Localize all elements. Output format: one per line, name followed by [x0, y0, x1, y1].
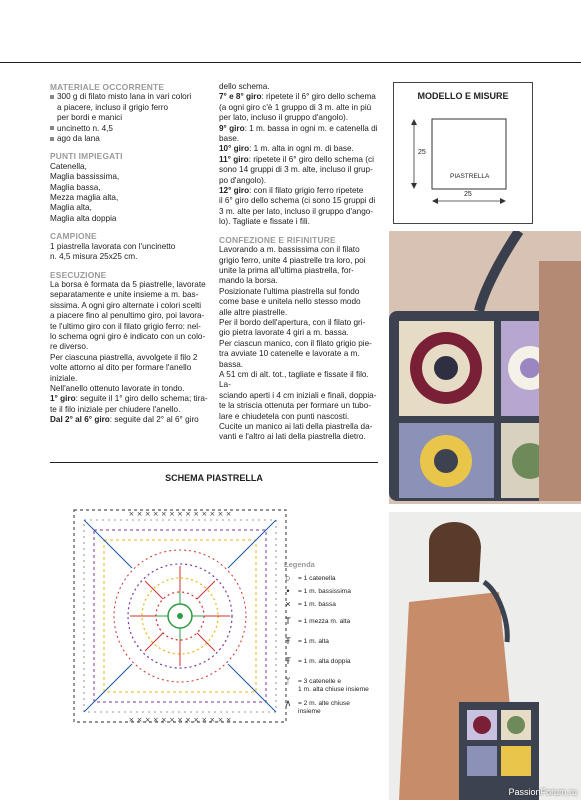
- punti-item: Maglia bassa,: [50, 182, 101, 192]
- confezione-line: A 51 cm di alt. tot., tagliate e fissate il filo. La-: [219, 369, 369, 390]
- punti-item: Maglia bassissima,: [50, 172, 120, 182]
- watermark: PassionForum.ru: [508, 787, 577, 797]
- modello-title: MODELLO E MISURE: [417, 91, 509, 101]
- giro78-cont: per lato, incluso il gruppo d'angolo).: [219, 113, 349, 123]
- confezione-line: unite la prima all'ultima piastrella, for-: [219, 265, 354, 275]
- confezione-line: grigio ferro, unite 4 piastrelle tra loro, poi: [219, 255, 366, 265]
- giro12-line: 12° giro: con il filato grigio ferro ripetete: [219, 186, 364, 196]
- punti-title: PUNTI IMPIEGATI: [50, 151, 123, 162]
- confezione-line: Per ciascun manico, con il filato grigio pie-: [219, 338, 372, 348]
- intro-line: dello schema.: [219, 82, 270, 91]
- left-column: [50, 82, 213, 426]
- decrease-icon: ∧: [284, 698, 292, 708]
- materiale-item-cont: a piacere, incluso il grigio ferro: [57, 102, 169, 112]
- esecuzione-line: te l'ultimo giro con il filato grigio ferro: nel-: [50, 321, 201, 331]
- legend: Legenda ○ = 1 catenella • = 1 m. bassissima × = 1 m. bassa T = 1 mezza m. alta Ŧ = 1 m. alta Ŧ = 1 m. alta doppia ᛘ = 3 catenelle e 1 m. alta chiuse insieme ∧ = 2 m. alte chiuse insieme: [284, 560, 369, 715]
- model-illustration: [389, 512, 581, 800]
- esecuzione-line: a piacere fino al penultimo giro, poi lavora-: [50, 311, 205, 321]
- esecuzione-line: sissima. A ogni giro alternate i colori scelti: [50, 300, 202, 310]
- giro78-cont: (a ogni giro c'è 1 gruppo di 3 m. alte in più: [219, 102, 372, 112]
- giro1-line: 1° giro: seguite il 1° giro dello schema; tira-: [50, 394, 208, 404]
- piastrella-label: PIASTRELLA: [450, 173, 490, 180]
- esecuzione-line: Nell'anello ottenuto lavorate in tondo.: [50, 383, 185, 393]
- giro2-line: Dal 2° al 6° giro: seguite dal 2° al 6° giro: [50, 415, 199, 425]
- slip-stitch-icon: •: [286, 586, 290, 596]
- esecuzione-title: ESECUZIONE: [50, 269, 107, 280]
- confezione-line: alle altre piastrelle.: [219, 307, 288, 317]
- campione-line: 1 piastrella lavorata con l'uncinetto: [50, 241, 176, 251]
- confezione-line: vanti e l'altro ai lati della piastrella dietro.: [219, 432, 366, 442]
- confezione-line: sciando aperti i 4 cm iniziali e finali, doppia-: [219, 390, 377, 400]
- punti-item: Catenella,: [50, 161, 87, 171]
- punti-item: Maglia alta,: [50, 203, 92, 213]
- esecuzione-line: re diverso.: [50, 342, 89, 352]
- single-crochet-icon: ×: [285, 599, 291, 609]
- giro1-cont: te il filo iniziale per chiudere l'anello.: [50, 404, 181, 414]
- esecuzione-line: La borsa è formata da 5 piastrelle, lavorate: [50, 279, 206, 289]
- schema-section: [50, 462, 378, 800]
- treble-crochet-icon: Ŧ: [285, 656, 291, 666]
- esecuzione-line: lo schema ogni giro è indicato con un colo-: [50, 331, 206, 341]
- giro78-line: 7° e 8° giro: ripetete il 6° giro dello schema: [219, 92, 376, 102]
- materiale-item: 300 g di filato misto lana in vari colori: [50, 92, 213, 102]
- confezione-line: Lavorando a m. bassissima con il filato: [219, 245, 360, 255]
- giro11-cont: po d'angolo).: [219, 175, 267, 185]
- confezione-line: lare e chiudetela con punti nascosti.: [219, 411, 350, 421]
- esecuzione-line: separatamente e unite insieme a m. bas-: [50, 290, 199, 300]
- confezione-line: Posizionate l'ultima piastrella sul fondo: [219, 286, 360, 296]
- giro9-cont: base.: [219, 134, 240, 144]
- top-rule: [0, 62, 581, 63]
- esecuzione-line: Per ciascuna piastrella, avvolgete il filo 2: [50, 352, 198, 362]
- cluster-icon: ᛘ: [285, 676, 291, 686]
- piastrella-diagram: [394, 83, 532, 223]
- materiale-item: uncinetto n. 4,5: [50, 124, 213, 134]
- model-photo: [389, 512, 581, 800]
- svg-text:× × × × × × × × × × × × ×: × × × × × × × × × × × × ×: [128, 716, 232, 724]
- bag-photo: [389, 231, 581, 504]
- confezione-line: come base e unitela nello stesso modo: [219, 297, 361, 307]
- confezione-line: tra avviate 10 catenelle e lavorate a m.: [219, 349, 360, 359]
- bullet-icon: [50, 126, 54, 130]
- bag-illustration: [389, 231, 581, 504]
- giro12-cont: lo). Tagliate e fissate i fili.: [219, 217, 310, 227]
- schema-rule: [50, 462, 378, 463]
- giro11-line: 11° giro: ripetete il 6° giro dello schema (ci: [219, 154, 374, 164]
- confezione-line: te la striscia ottenuta per formare un tubo-: [219, 401, 372, 411]
- confezione-line: Cucite un manico ai lati della piastrella da-: [219, 422, 373, 431]
- esecuzione-line: iniziale.: [50, 373, 78, 383]
- punti-item: Maglia alta doppia: [50, 213, 117, 223]
- chain-icon: ○: [285, 573, 291, 583]
- confezione-line: bassa.: [219, 359, 244, 369]
- campione-title: CAMPIONE: [50, 231, 97, 242]
- materiale-title: MATERIALE OCCORRENTE: [50, 82, 165, 92]
- giro10-line: 10° giro: 1 m. alta in ogni m. di base.: [219, 144, 354, 154]
- confezione-title: CONFEZIONE E RIFINITURE: [219, 234, 336, 245]
- svg-text:× × × × × × × × × × × × ×: × × × × × × × × × × × × ×: [128, 510, 232, 518]
- crochet-chart: [60, 496, 300, 726]
- materiale-item-cont: per bordi e manici: [57, 113, 123, 123]
- giro11-cont: sono 14 gruppi di 3 m. alte, incluso il grup-: [219, 165, 373, 175]
- giro9-line: 9° giro: 1 m. bassa in ogni m. e catenella di: [219, 123, 378, 133]
- side-measure: 25: [418, 149, 426, 156]
- schema-title: SCHEMA PIASTRELLA: [165, 473, 263, 483]
- campione-line: n. 4,5 misura 25x25 cm.: [50, 252, 138, 262]
- esecuzione-line: volte attorno al dito per formare l'anello: [50, 363, 192, 373]
- middle-column: [219, 82, 379, 443]
- bullet-icon: [50, 95, 54, 99]
- giro12-cont: il 6° giro dello schema (ci sono 15 gruppi di: [219, 196, 376, 206]
- bullet-icon: [50, 137, 54, 141]
- giro12-cont: 3 m. alte per lato, incluso il gruppo d'ango-: [219, 206, 374, 216]
- punti-item: Mezza maglia alta,: [50, 193, 119, 203]
- half-double-icon: T: [285, 616, 291, 626]
- bottom-measure: 25: [464, 191, 472, 198]
- confezione-line: Per il bordo dell'apertura, con il filato gri-: [219, 317, 366, 327]
- double-crochet-icon: Ŧ: [285, 636, 291, 646]
- confezione-line: gio pietra lavorate 4 giri a m. bassa.: [219, 328, 349, 338]
- legend-title: Legenda: [284, 560, 315, 569]
- modello-box: [393, 82, 533, 224]
- confezione-line: mando la borsa.: [219, 276, 278, 286]
- materiale-item: ago da lana: [50, 134, 213, 144]
